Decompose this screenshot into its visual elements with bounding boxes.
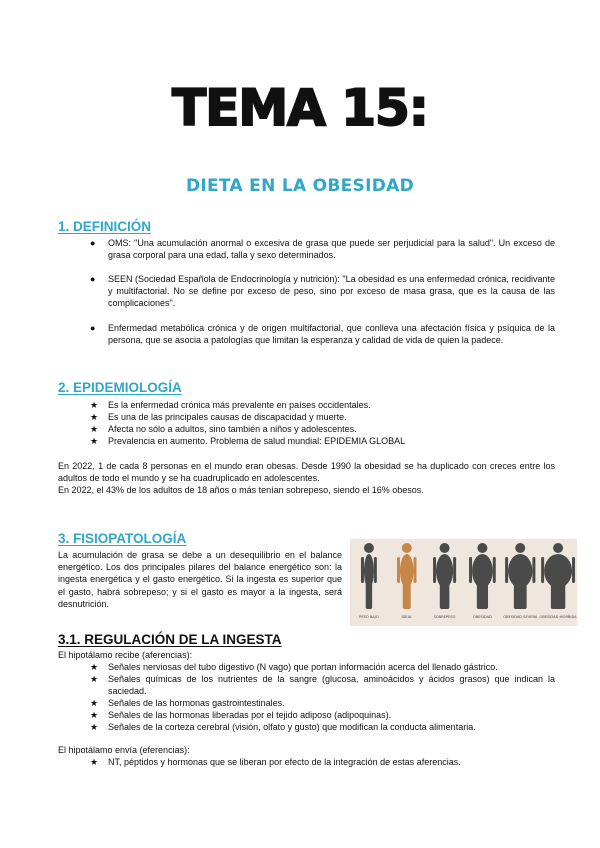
afferent-item: Señales químicas de los nutrientes de la sangre (glucosa, aminoácidos y ácidos grasos) que indican la saciedad.	[108, 674, 555, 697]
epidemiology-item: Afecta no sólo a adultos, sino también a niños y adolescentes.	[108, 424, 357, 434]
body-type-label: SOBREPESO	[433, 615, 456, 619]
star-icon: ★	[90, 674, 99, 684]
afferent-item: Señales de la corteza cerebral (visión, olfato y gusto) que modifican la conducta alimentaria.	[108, 722, 476, 732]
star-icon: ★	[90, 757, 99, 767]
afferent-item: Señales de las hormonas liberadas por el tejido adiposo (adipoquinas).	[108, 710, 392, 720]
body-type-label: IDEAL	[401, 615, 413, 619]
physiopathology-paragraph: La acumulación de grasa se debe a un desequilibrio en el balance energético. Los dos principales pilares del balance energético son: la ingesta energética y el gasto energético. Si la ingesta es superior que el gasto, habrá sobrepeso; y si el gasto es mayor a la ingesta, será desnutrición.	[58, 550, 342, 609]
star-icon: ★	[90, 662, 99, 672]
star-icon: ★	[90, 710, 99, 720]
epidemiology-item: Es la enfermedad crónica más prevalente en países occidentales.	[108, 400, 371, 410]
body-silhouette	[541, 543, 575, 609]
afferents-intro: El hipotálamo recibe (aferencias):	[58, 650, 193, 660]
epidemiology-paragraph: En 2022, 1 de cada 8 personas en el mundo eran obesas. Desde 1990 la obesidad se ha duplicado con creces entre los adultos de todo el mundo y se ha cuadruplicado en adolescentes.	[58, 461, 555, 484]
body-type-label: OBESIDAD SEVERA	[503, 615, 538, 619]
star-icon: ★	[90, 722, 99, 732]
efferent-item: NT, péptidos y hormonas que se liberan por efecto de la integración de estas aferencias.	[108, 757, 461, 767]
body-silhouette	[361, 543, 377, 609]
definition-item: SEEN (Sociedad Española de Endocrinología y nutrición): "La obesidad es una enfermedad crónica, recidivante y multifactorial. No se define por exceso de peso, sino por exceso de masa grasa, que es la causa de las complicaciones".	[108, 274, 555, 309]
body-silhouette	[505, 543, 535, 609]
body-silhouette	[433, 543, 456, 609]
bullet-icon: ●	[90, 323, 96, 333]
star-icon: ★	[90, 400, 99, 410]
section-heading-epidemiologia: 2. EPIDEMIOLOGÍA	[58, 380, 182, 395]
definition-item: Enfermedad metabólica crónica y de origen multifactorial, que conlleva una afectación física y psíquica de la persona, que se asocia a patologías que limitan la esperanza y calidad de vida de quien la padece.	[108, 323, 555, 346]
body-type-label: OBESIDAD	[472, 615, 492, 619]
efferents-intro: El hipotálamo envía (eferencias):	[58, 745, 190, 755]
page-title: TEMA 15:	[172, 79, 428, 137]
star-icon: ★	[90, 424, 99, 434]
body-types-figure	[350, 539, 577, 626]
section-heading-definicion: 1. DEFINICIÓN	[58, 219, 152, 234]
star-icon: ★	[90, 436, 99, 446]
body-silhouettes	[350, 539, 577, 626]
epidemiology-paragraph: En 2022, el 43% de los adultos de 18 años o más tenían sobrepeso, siendo el 16% obesos.	[58, 485, 424, 495]
body-type-label: PESO BAJO	[359, 615, 379, 619]
star-icon: ★	[90, 412, 99, 422]
bullet-icon: ●	[90, 238, 96, 248]
star-icon: ★	[90, 698, 99, 708]
afferent-item: Señales nerviosas del tubo digestivo (N vago) que portan información acerca del llenado gástrico.	[108, 662, 498, 672]
section-heading-regulacion: 3.1. REGULACIÓN DE LA INGESTA	[58, 632, 282, 647]
page-subtitle: DIETA EN LA OBESIDAD	[185, 176, 415, 196]
section-heading-fisiopatologia: 3. FISIOPATOLOGÍA	[58, 531, 187, 546]
body-silhouette	[397, 543, 417, 609]
body-silhouette	[469, 543, 496, 609]
bullet-icon: ●	[90, 274, 96, 284]
afferent-item: Señales de las hormonas gastrointestinales.	[108, 698, 285, 708]
body-type-label: OBESIDAD MÓRBIDA	[539, 615, 577, 619]
epidemiology-item: Prevalencia en aumento. Problema de salud mundial: EPIDEMIA GLOBAL	[108, 436, 406, 446]
definition-item: OMS: "Una acumulación anormal o excesiva de grasa que puede ser perjudicial para la salud". Un exceso de grasa corporal para una edad, talla y sexo determinados.	[108, 238, 555, 261]
epidemiology-item: Es una de las principales causas de discapacidad y muerte.	[108, 412, 347, 422]
